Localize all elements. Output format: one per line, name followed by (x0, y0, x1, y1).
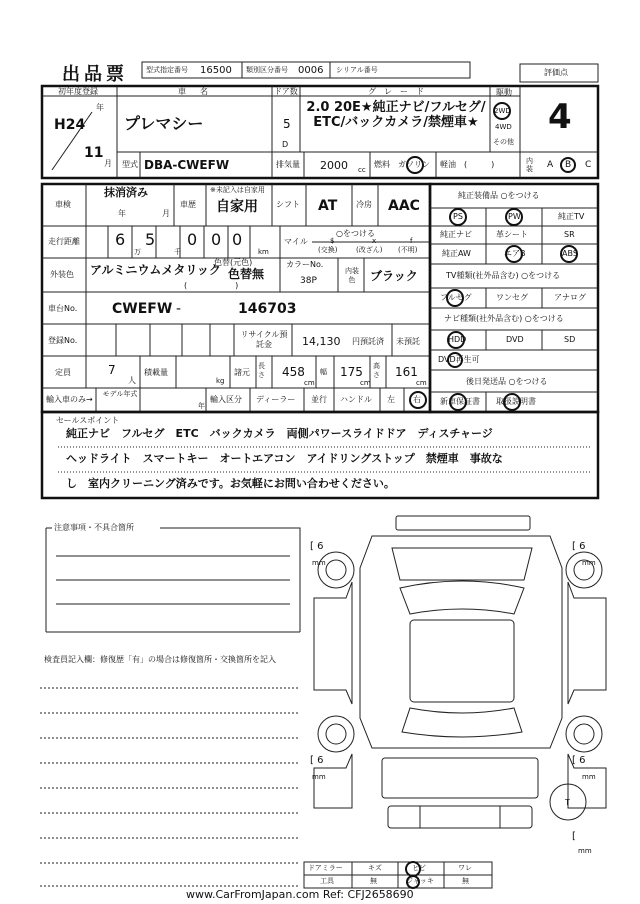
iro-label: 色替(元色) (214, 258, 253, 267)
shift-value: AT (318, 198, 338, 214)
naisou-b: B (565, 160, 572, 170)
daino-value1: CWEFW (112, 301, 173, 317)
mileage-digit-1: 6 (115, 230, 126, 249)
grade-label: グレード (368, 87, 432, 96)
tools-label: 工具 (320, 877, 334, 885)
mileage-digit-3: 0 (187, 230, 198, 249)
naga-value: 458 (282, 365, 305, 379)
sunpo-label: 諸元 (234, 368, 250, 377)
naisou-color-value: ブラック (370, 269, 418, 283)
recycle-value: 14,130 (302, 335, 341, 348)
ware-header: ワレ (458, 864, 472, 872)
tire-spare-mm: mm (578, 847, 592, 855)
later-warranty: 新車保証書 (440, 397, 480, 406)
man-label: 万 (134, 248, 141, 256)
nenryo-paren: ( ) (464, 160, 495, 169)
sales-point-label: セールスポイント (56, 416, 120, 425)
daino-dash: - (176, 301, 182, 317)
cc-label: cc (358, 166, 366, 174)
grade-value: 2.0 20E★純正ナビ/フルセグ/ETC/バックカメラ/禁煙車★ (306, 100, 486, 130)
kg-label: kg (216, 377, 225, 385)
sheet-title: 出品票 (62, 64, 128, 85)
touroku-label: 登録No. (48, 336, 78, 345)
nen-label: 年 (96, 103, 104, 112)
katashiki2-value: DBA-CWEFW (144, 158, 230, 172)
haba-label: 幅 (320, 368, 327, 376)
tire-fl-mm: mm (312, 559, 326, 567)
kudo-2wd: 2WD (494, 107, 511, 115)
mile-sym2: x (372, 237, 377, 245)
equip-navi: 純正ナビ (440, 230, 472, 239)
naisou-c: C (585, 160, 592, 170)
mileage-label: 走行距離 (48, 237, 80, 246)
katashiki-label: 型式指定番号 (146, 66, 188, 74)
mile-sym4: f (410, 237, 413, 245)
tsuki-label: 月 (104, 159, 112, 168)
sales-point-line3: し 室内クリーニング済みです。お気軽にお問い合わせください。 (66, 477, 395, 490)
haba-cm: cm (360, 379, 371, 387)
naga-label: 長さ (258, 362, 265, 379)
teiin-label: 定員 (55, 368, 71, 377)
tire-fl-depth: [ 6 (310, 541, 324, 552)
kizu-header: キズ (368, 864, 382, 872)
month-value: 11 (84, 145, 104, 161)
navi-dvd: DVD (506, 335, 524, 344)
footer-reference: www.CarFromJapan.com Ref: CFJ2658690 (186, 888, 414, 901)
navi-sd: SD (564, 335, 576, 344)
mile-label: マイル (284, 237, 308, 246)
mi-yotaku: 未預託 (396, 337, 420, 346)
fumei-label: (不明) (398, 246, 418, 254)
shareki-note: ※未記入は自家用 (210, 186, 265, 194)
shareki-value: 自家用 (216, 199, 258, 215)
ruibetsu-label: 類別区分番号 (246, 66, 288, 74)
daino-value2: 146703 (238, 301, 297, 317)
chui-label: 注意事項・不具合箇所 (54, 523, 134, 532)
kubun-label: 輸入区分 (210, 395, 242, 404)
yunyu-nen: 年 (198, 402, 205, 410)
model-label: モデル年式 (102, 390, 138, 398)
tools-value1: 無 (370, 877, 377, 885)
equip-leather: 革シート (496, 230, 528, 239)
mileage-digit-2: 5 (145, 230, 156, 249)
kudo-4wd: 4WD (495, 123, 512, 131)
katashiki-value: 16500 (200, 65, 232, 76)
equip-tv: 純正TV (558, 212, 585, 221)
doormirror-header: ドアミラー (308, 864, 343, 872)
equip-sr: SR (564, 230, 575, 239)
color-value: アルミニウムメタリック (90, 263, 221, 277)
nenryo-label: 燃料 (374, 160, 390, 169)
tire-rl-mm: mm (312, 773, 326, 781)
teiin-unit: 人 (128, 376, 136, 385)
kaizan-label: (改ざん) (356, 246, 383, 254)
door-label: ドア数 (274, 87, 298, 96)
navi-title: ナビ種類(社外品含む) ○をつける (444, 314, 564, 323)
maru-note: ○をつける (336, 229, 375, 238)
naisou-color-label: 内装色 (345, 267, 359, 284)
handle-label: ハンドル (340, 395, 372, 404)
tire-rr-depth: [ 6 (572, 755, 586, 766)
shaken-nen: 年 (118, 209, 126, 218)
hidari-option: 左 (387, 395, 395, 404)
shift-label: シフト (276, 200, 300, 209)
door-d: D (282, 140, 289, 149)
reibou-label: 冷房 (356, 200, 372, 209)
equipment-title: 純正装備品 ○をつける (458, 191, 540, 200)
shareki-label: 車歴 (180, 200, 196, 209)
recycle-unit: 円預託済 (352, 337, 384, 346)
mileage-digit-4: 0 (211, 230, 222, 249)
nenryo-kei: 軽油 (440, 160, 456, 169)
hyoka-value: 4 (548, 97, 572, 137)
haba-value: 175 (340, 365, 363, 379)
naisou-a: A (547, 160, 554, 170)
sales-point-line1: 純正ナビ フルセグ ETC バックカメラ 両側パワースライドドア ディスチャージ (66, 427, 493, 440)
reibou-value: AAC (388, 198, 420, 214)
km-label: km (258, 248, 269, 256)
colorno-value: 38P (300, 276, 317, 286)
yunyu-label: 輸入車のみ→ (46, 395, 93, 404)
naisou-label: 内装 (526, 157, 533, 173)
later-manual: 取扱説明書 (496, 397, 536, 406)
ruibetsu-value: 0006 (298, 65, 324, 76)
koukan-label: (交換) (318, 246, 338, 254)
equip-airbag: エアB (504, 249, 526, 258)
year-value: H24 (54, 117, 86, 133)
recycle-label: リサイクル預託金 (240, 330, 288, 349)
tire-fr-mm: mm (582, 559, 596, 567)
tv-oneseg: ワンセグ (496, 293, 528, 302)
tools-value2: ジャッキ (406, 877, 434, 885)
color-label: 外装色 (50, 270, 74, 279)
heikou-option: 並行 (311, 395, 327, 404)
taka-value: 161 (395, 365, 418, 379)
haikiryo-value: 2000 (320, 159, 348, 172)
tire-rl-depth: [ 6 (310, 755, 324, 766)
hyoka-label: 評価点 (544, 68, 568, 77)
teiin-value: 7 (108, 363, 116, 377)
shaken-tsuki: 月 (162, 209, 170, 218)
haikiryo-label: 排気量 (276, 160, 300, 169)
tv-fullseg: フルセグ (440, 293, 472, 302)
shonendo-label: 初年度登録 (58, 87, 98, 96)
equip-ps: PS (453, 212, 463, 221)
sen-label: 千 (174, 248, 181, 256)
migi-option: 右 (413, 395, 421, 404)
iro-paren: ( ) (184, 281, 239, 290)
shaken-value: 抹消済み (104, 186, 148, 199)
mile-sym1: $ (330, 237, 335, 245)
kensa-label: 検査員記入欄：修復歴「有」の場合は修復箇所・交換箇所を記入 (44, 655, 276, 664)
equip-pw: PW (508, 212, 521, 221)
taka-label: 高さ (373, 362, 380, 379)
shamei-value: プレマシー (124, 114, 204, 133)
later-title: 後日発送品 ○をつける (466, 377, 548, 386)
tire-fr-depth: [ 6 (572, 541, 586, 552)
nenryo-gas: ガソリン (398, 160, 430, 169)
tv-title: TV種類(社外品含む) ○をつける (446, 271, 561, 280)
daino-label: 車台No. (48, 304, 78, 313)
shaken-label: 車検 (55, 200, 71, 209)
sekisai-label: 積載量 (144, 368, 168, 377)
car-damage-diagram (300, 508, 620, 864)
tv-analog: アナログ (554, 293, 586, 302)
taka-cm: cm (416, 379, 427, 387)
sales-point-line2: ヘッドライト スマートキー オートエアコン アイドリングストップ 禁煙車 事故な (66, 452, 503, 465)
mileage-digit-5: 0 (232, 230, 243, 249)
equip-abs: ABS (562, 249, 578, 258)
tools-value3: 無 (462, 877, 469, 885)
dvd-playback: DVD再生可 (438, 355, 480, 364)
navi-hdd: HDD (448, 335, 467, 344)
spare-tire-label: T (565, 798, 570, 807)
door-value: 5 (283, 117, 291, 131)
naga-cm: cm (304, 379, 315, 387)
equip-aw: 純正AW (442, 249, 471, 258)
colorno-label: カラーNo. (286, 260, 324, 269)
iro-value: 色替無 (228, 267, 265, 281)
katashiki2-label: 型式 (122, 160, 138, 169)
kudo-label: 駆動 (496, 88, 512, 97)
tire-spare-depth: [ (572, 831, 576, 842)
tire-rr-mm: mm (582, 773, 596, 781)
kudo-other: その他 (493, 138, 514, 146)
serial-label: シリアル番号 (336, 66, 378, 74)
shamei-label: 車名 (178, 87, 222, 96)
hibi-header: ヒビ (412, 864, 426, 872)
dealer-option: ディーラー (256, 395, 296, 404)
